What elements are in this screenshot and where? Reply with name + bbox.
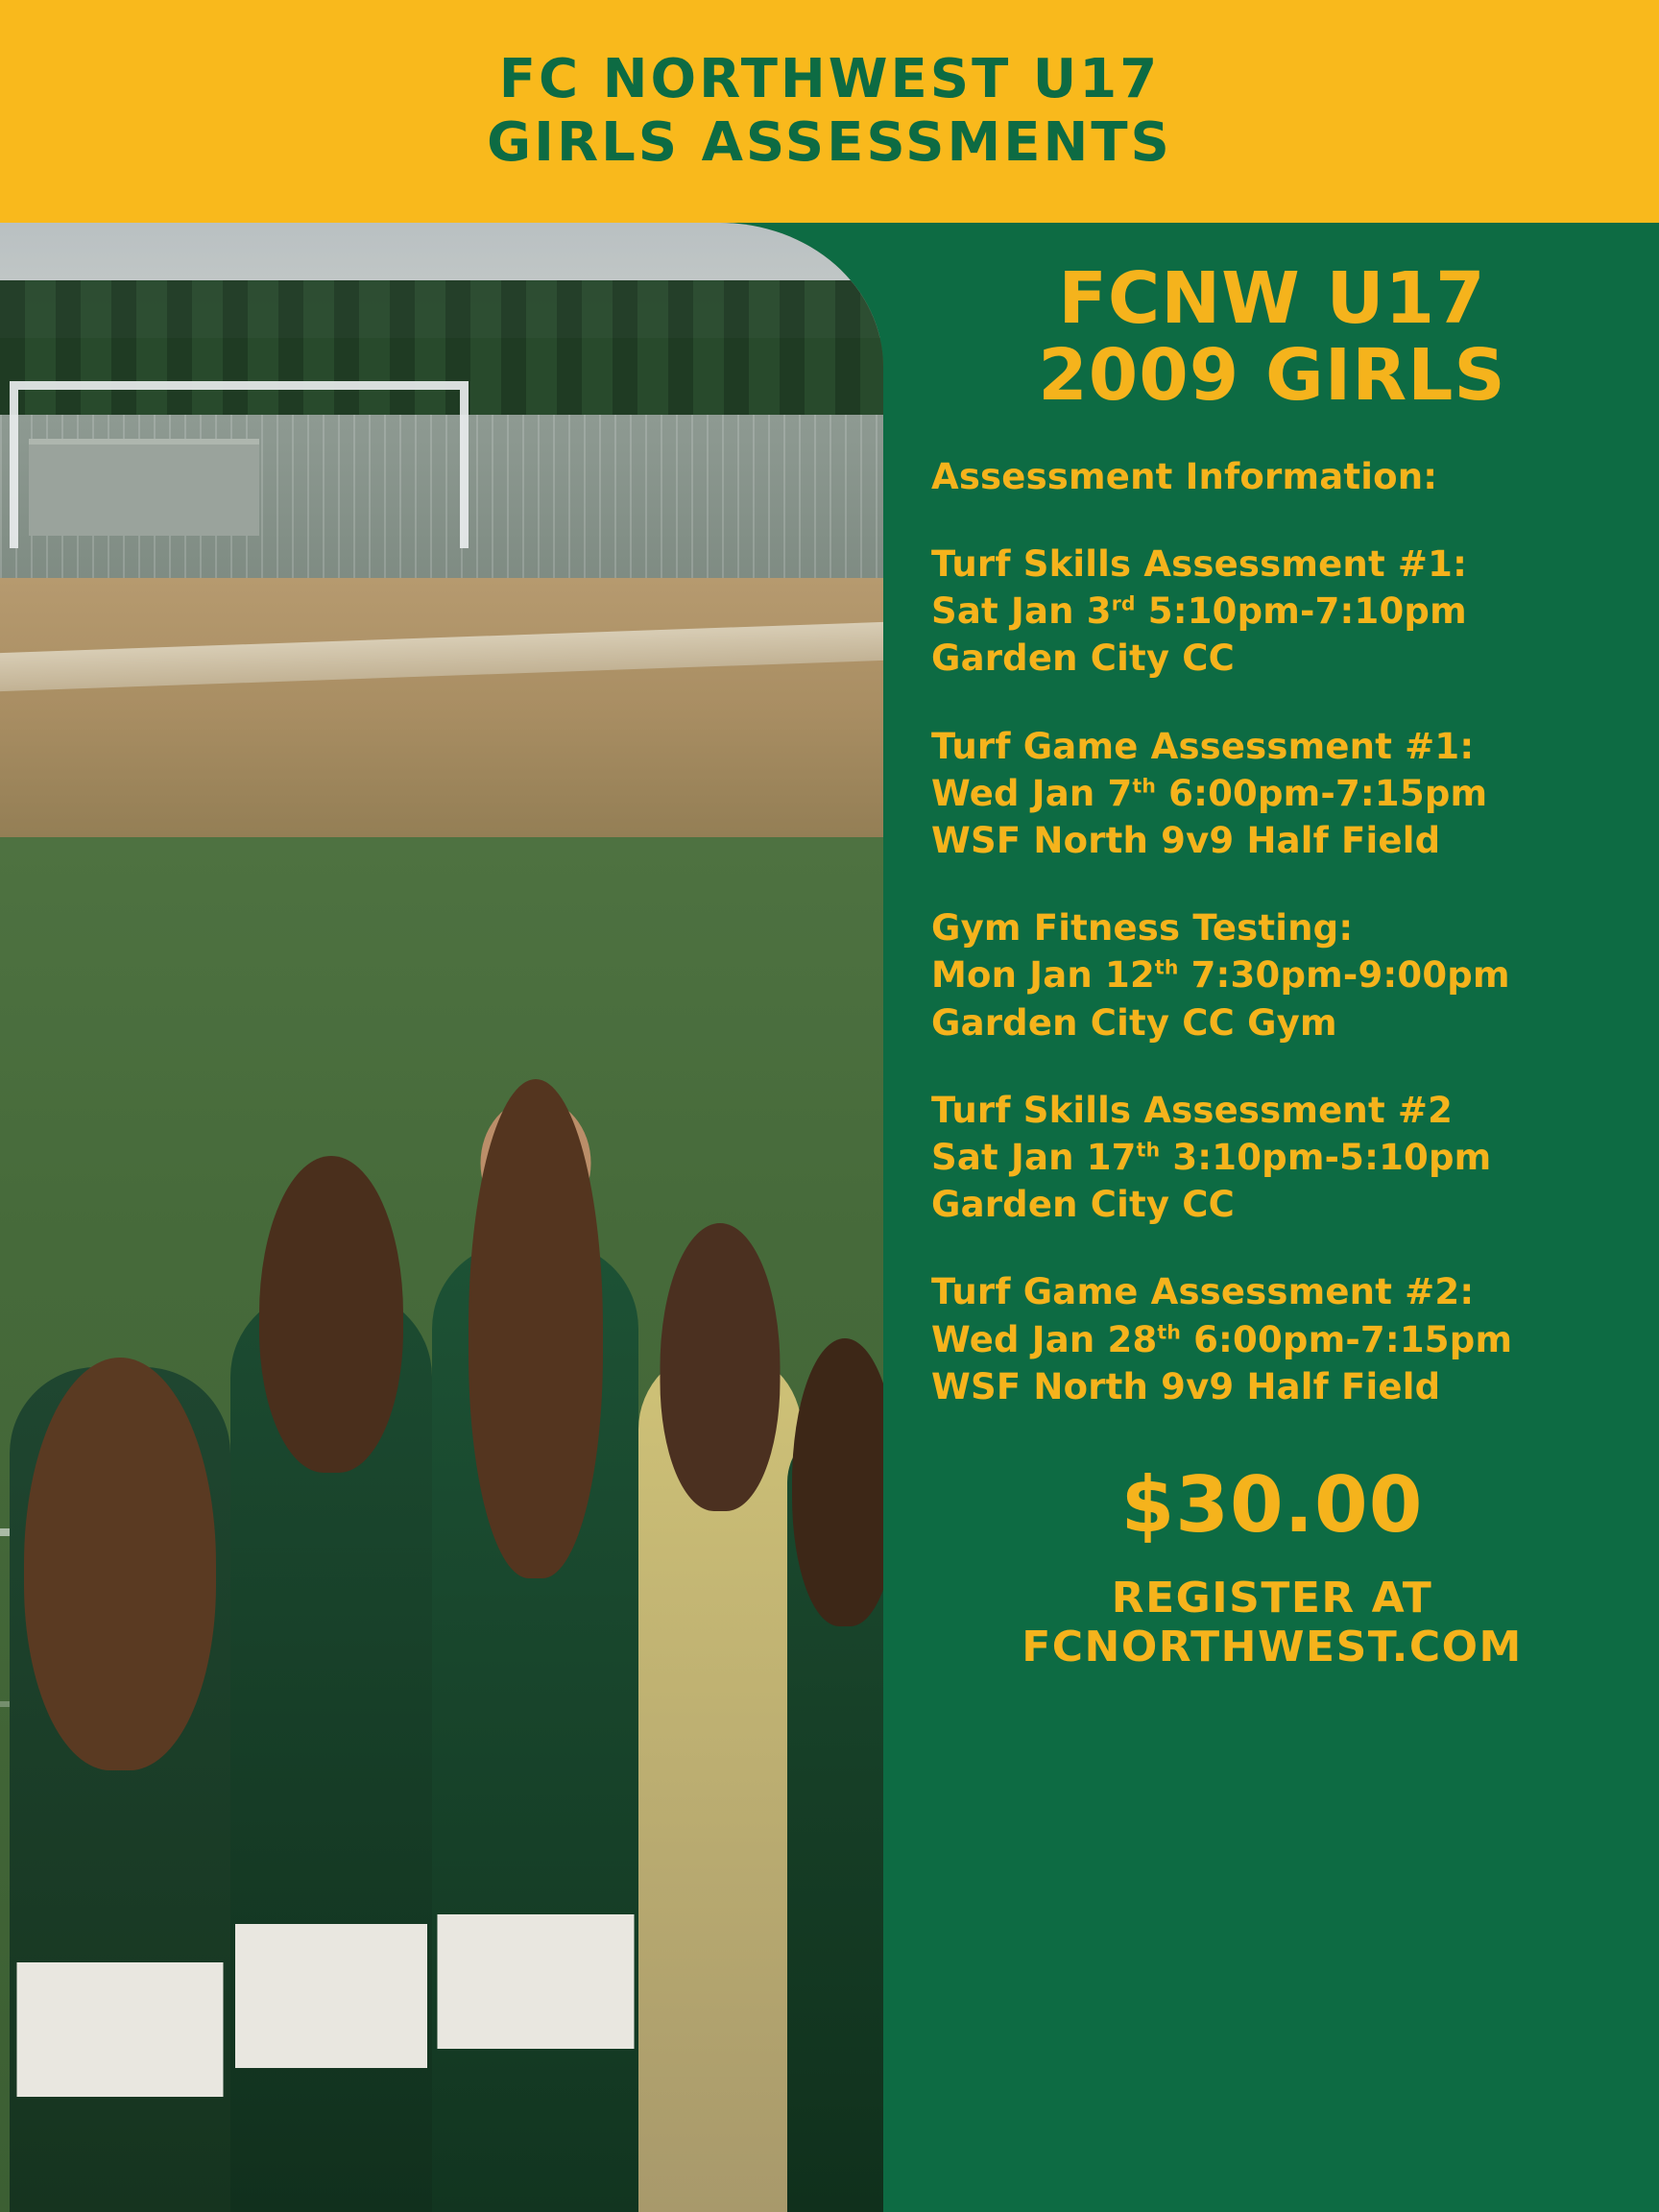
photo-player-hair xyxy=(24,1358,216,1770)
photo-player xyxy=(787,1425,883,2212)
photo-player-hair xyxy=(469,1079,603,1578)
event-time: 6:00pm-7:15pm xyxy=(1156,772,1488,814)
photo-player xyxy=(432,1242,638,2212)
event-time: 6:00pm-7:15pm xyxy=(1181,1318,1513,1360)
event-date-ordinal: rd xyxy=(1111,591,1136,615)
event-name: Gym Fitness Testing: xyxy=(931,907,1354,950)
photo-player xyxy=(638,1348,802,2212)
event-name: Turf Skills Assessment #1: xyxy=(931,543,1468,586)
team-photo-image xyxy=(0,223,883,2212)
photo-player xyxy=(10,1367,230,2212)
photo-player-hair xyxy=(792,1338,883,1626)
register-website[interactable]: FCNORTHWEST.COM xyxy=(1022,1622,1523,1671)
event-date-prefix: Sat Jan 17 xyxy=(931,1137,1137,1179)
event-location: Garden City CC xyxy=(931,637,1236,680)
event-date-ordinal: th xyxy=(1136,1138,1161,1162)
header-banner xyxy=(0,0,1659,223)
spacer xyxy=(931,1046,1626,1087)
info-column xyxy=(893,223,1659,2212)
event-datetime xyxy=(931,1316,1626,1363)
spacer xyxy=(931,683,1626,723)
spacer xyxy=(931,864,1626,904)
event-item xyxy=(931,1087,1626,1229)
event-time: 5:10pm-7:10pm xyxy=(1135,590,1467,633)
assessment-info-heading: Assessment Information: xyxy=(931,455,1438,497)
photo-soccer-goal xyxy=(10,381,469,548)
photo-player-shorts xyxy=(437,1914,634,2049)
spacer xyxy=(931,500,1626,541)
event-date-prefix: Wed Jan 7 xyxy=(931,772,1133,814)
event-date-prefix: Sat Jan 3 xyxy=(931,590,1112,633)
event-location: Garden City CC xyxy=(931,1184,1236,1226)
register-line1: REGISTER AT xyxy=(1111,1574,1433,1623)
photo-dirt-bank xyxy=(0,578,883,866)
age-group-title-line1: FCNW U17 xyxy=(1058,257,1486,340)
event-location: WSF North 9v9 Half Field xyxy=(931,820,1441,862)
event-name: Turf Skills Assessment #2 xyxy=(931,1089,1454,1131)
register-callout xyxy=(918,1575,1626,1671)
event-location: WSF North 9v9 Half Field xyxy=(931,1365,1441,1407)
photo-player-hair xyxy=(661,1223,781,1511)
header-title-line2: GIRLS ASSESSMENTS xyxy=(487,111,1172,174)
assessment-details xyxy=(918,453,1626,1410)
event-time: 3:10pm-5:10pm xyxy=(1160,1137,1492,1179)
header-title-line1: FC NORTHWEST U17 xyxy=(498,47,1161,110)
event-location: Garden City CC Gym xyxy=(931,1001,1337,1044)
event-date-ordinal: th xyxy=(1157,1320,1182,1344)
event-time: 7:30pm-9:00pm xyxy=(1178,954,1510,997)
event-date-prefix: Mon Jan 12 xyxy=(931,954,1155,997)
event-item xyxy=(931,904,1626,1046)
event-item xyxy=(931,541,1626,683)
event-date-ordinal: th xyxy=(1132,774,1157,798)
spacer xyxy=(931,1228,1626,1268)
photo-player-shorts xyxy=(17,1962,224,2097)
event-datetime xyxy=(931,588,1626,635)
age-group-title-line2: 2009 GIRLS xyxy=(1038,333,1506,417)
event-date-ordinal: th xyxy=(1154,956,1179,980)
event-item xyxy=(931,1268,1626,1410)
event-datetime xyxy=(931,770,1626,817)
event-datetime xyxy=(931,1134,1626,1181)
price-label: $30.00 xyxy=(1120,1460,1424,1551)
event-item xyxy=(931,723,1626,865)
photo-player-group xyxy=(0,1012,883,2212)
event-datetime xyxy=(931,951,1626,998)
event-name: Turf Game Assessment #1: xyxy=(931,725,1475,767)
photo-player xyxy=(230,1290,432,2212)
event-name: Turf Game Assessment #2: xyxy=(931,1271,1475,1313)
event-date-prefix: Wed Jan 28 xyxy=(931,1318,1158,1360)
photo-player-hair xyxy=(259,1156,403,1473)
team-photo xyxy=(0,223,883,2212)
photo-player-shorts xyxy=(235,1924,427,2068)
